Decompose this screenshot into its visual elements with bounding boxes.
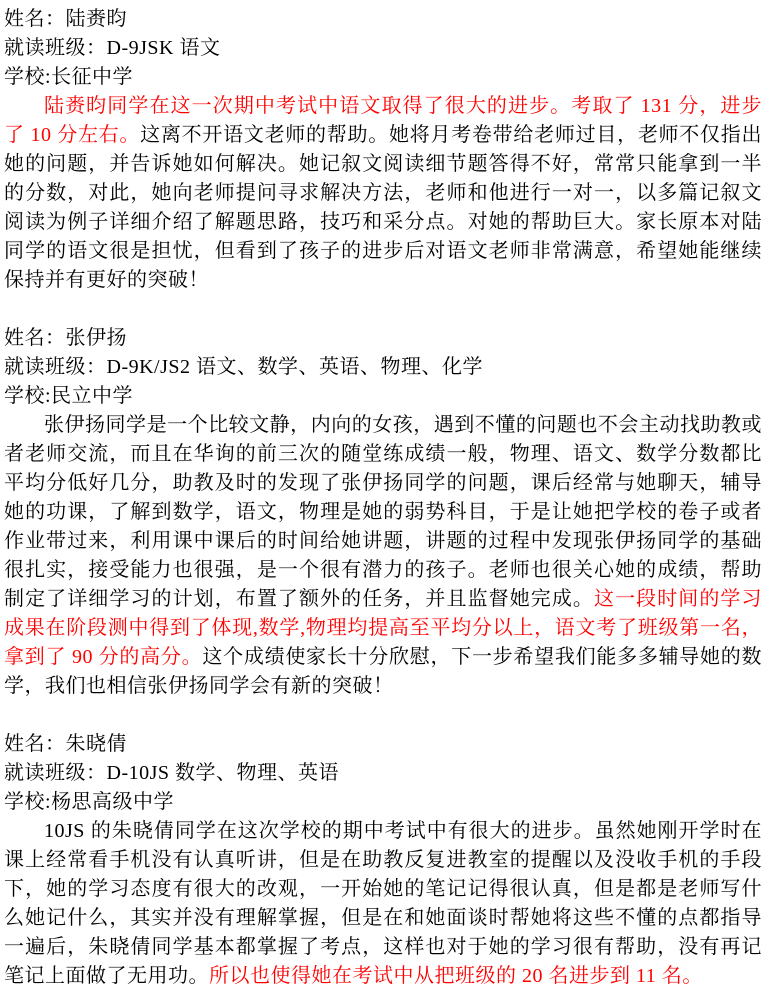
student-class-line [4,34,762,63]
class-value: D-10JS 数学、物理、英语 [106,762,340,784]
name-label: 姓名： [4,733,66,755]
student-name-line [4,324,762,353]
student-name: 陆赉昀 [65,8,127,30]
school-value: 民立中学 [51,385,134,407]
paragraph-segment: 这离不开语文老师的帮助。她将月考卷带给老师过目，老师不仅指出她的问题，并告诉她如何解决。她记叙文阅读细节题答得不好，常常只能拿到一半的分数，对此，她向老师提问寻求解决方法，老师和他进行一对一，以多篇记叙文阅读为例子详细介绍了解题思路，技巧和采分点。对她的帮助巨大。家长原本对陆同学的语文很是担忧，但看到了孩子的进步后对语文老师非常满意，希望她能继续保持并有更好的突破！ [4,124,763,291]
student-school-line [4,63,762,92]
student-class-line [4,759,762,788]
student-name: 朱晓倩 [65,733,127,755]
class-value: D-9JSK 语文 [106,37,221,59]
paragraph-segment-highlight: 这一段时间的学习成果在阶段测中得到了体现,数学,物理均提高至平均分以上，语文考了班级第一名，拿到了 90 分的高分。 [4,588,762,668]
paragraph-segment: 这个成绩使家长十分欣慰，下一步希望我们能多多辅导她的数学，我们也相信张伊扬同学会有新的突破！ [4,646,763,697]
student-name-line [4,730,762,759]
student-report-3 [4,730,762,991]
student-report-1 [4,5,762,295]
class-label: 就读班级： [4,762,107,784]
name-label: 姓名： [4,327,66,349]
student-report-2 [4,324,762,701]
name-label: 姓名： [4,8,66,30]
student-class-line [4,353,762,382]
school-label: 学校: [4,385,52,407]
student-school-line [4,788,762,817]
paragraph-segment-highlight: 所以也使得她在考试中从把班级的 20 名进步到 11 名。 [209,965,703,987]
report-paragraph [4,411,762,701]
student-school-line [4,382,762,411]
class-value: D-9K/JS2 语文、数学、英语、物理、化学 [106,356,484,378]
report-paragraph [4,92,762,295]
school-value: 长征中学 [51,66,134,88]
school-value: 杨思高级中学 [51,791,175,813]
student-name-line [4,5,762,34]
paragraph-segment: 张伊扬同学是一个比较文静，内向的女孩，遇到不懂的问题也不会主动找助教或者老师交流，而且在华询的前三次的随堂练成绩一般，物理、语文、数学分数都比平均分低好几分，助教及时的发现了张伊扬同学的问题，课后经常与她聊天，辅导她的功课，了解到数学，语文，物理是她的弱势科目，于是让她把学校的卷子或者作业带过来，利用课中课后的时间给她讲题，讲题的过程中发现张伊扬同学的基础很扎实，接受能力也很强，是一个很有潜力的孩子。老师也很关心她的成绩，帮助制定了详细学习的计划，布置了额外的任务，并且监督她完成。 [4,414,762,610]
paragraph-segment: 10JS 的朱晓倩同学在这次学校的期中考试中有很大的进步。虽然她刚开学时在课上经常看手机没有认真听讲，但是在助教反复进教室的提醒以及没收手机的手段下，她的学习态度有很大的改观，一开始她的笔记记得很认真，但是都是老师写什么她记什么，其实并没有理解掌握，但是在和她面谈时帮她将这些不懂的点都指导一遍后，朱晓倩同学基本都掌握了考点，这样也对于她的学习很有帮助，没有再记笔记上面做了无用功。 [4,820,762,987]
school-label: 学校: [4,791,52,813]
student-name: 张伊扬 [65,327,127,349]
class-label: 就读班级： [4,37,107,59]
paragraph-segment-highlight: 陆赉昀同学在这一次期中考试中语文取得了很大的进步。考取了 131 分，进步了 10 分左右。 [4,95,762,146]
school-label: 学校: [4,66,52,88]
report-paragraph [4,817,762,991]
class-label: 就读班级： [4,356,107,378]
